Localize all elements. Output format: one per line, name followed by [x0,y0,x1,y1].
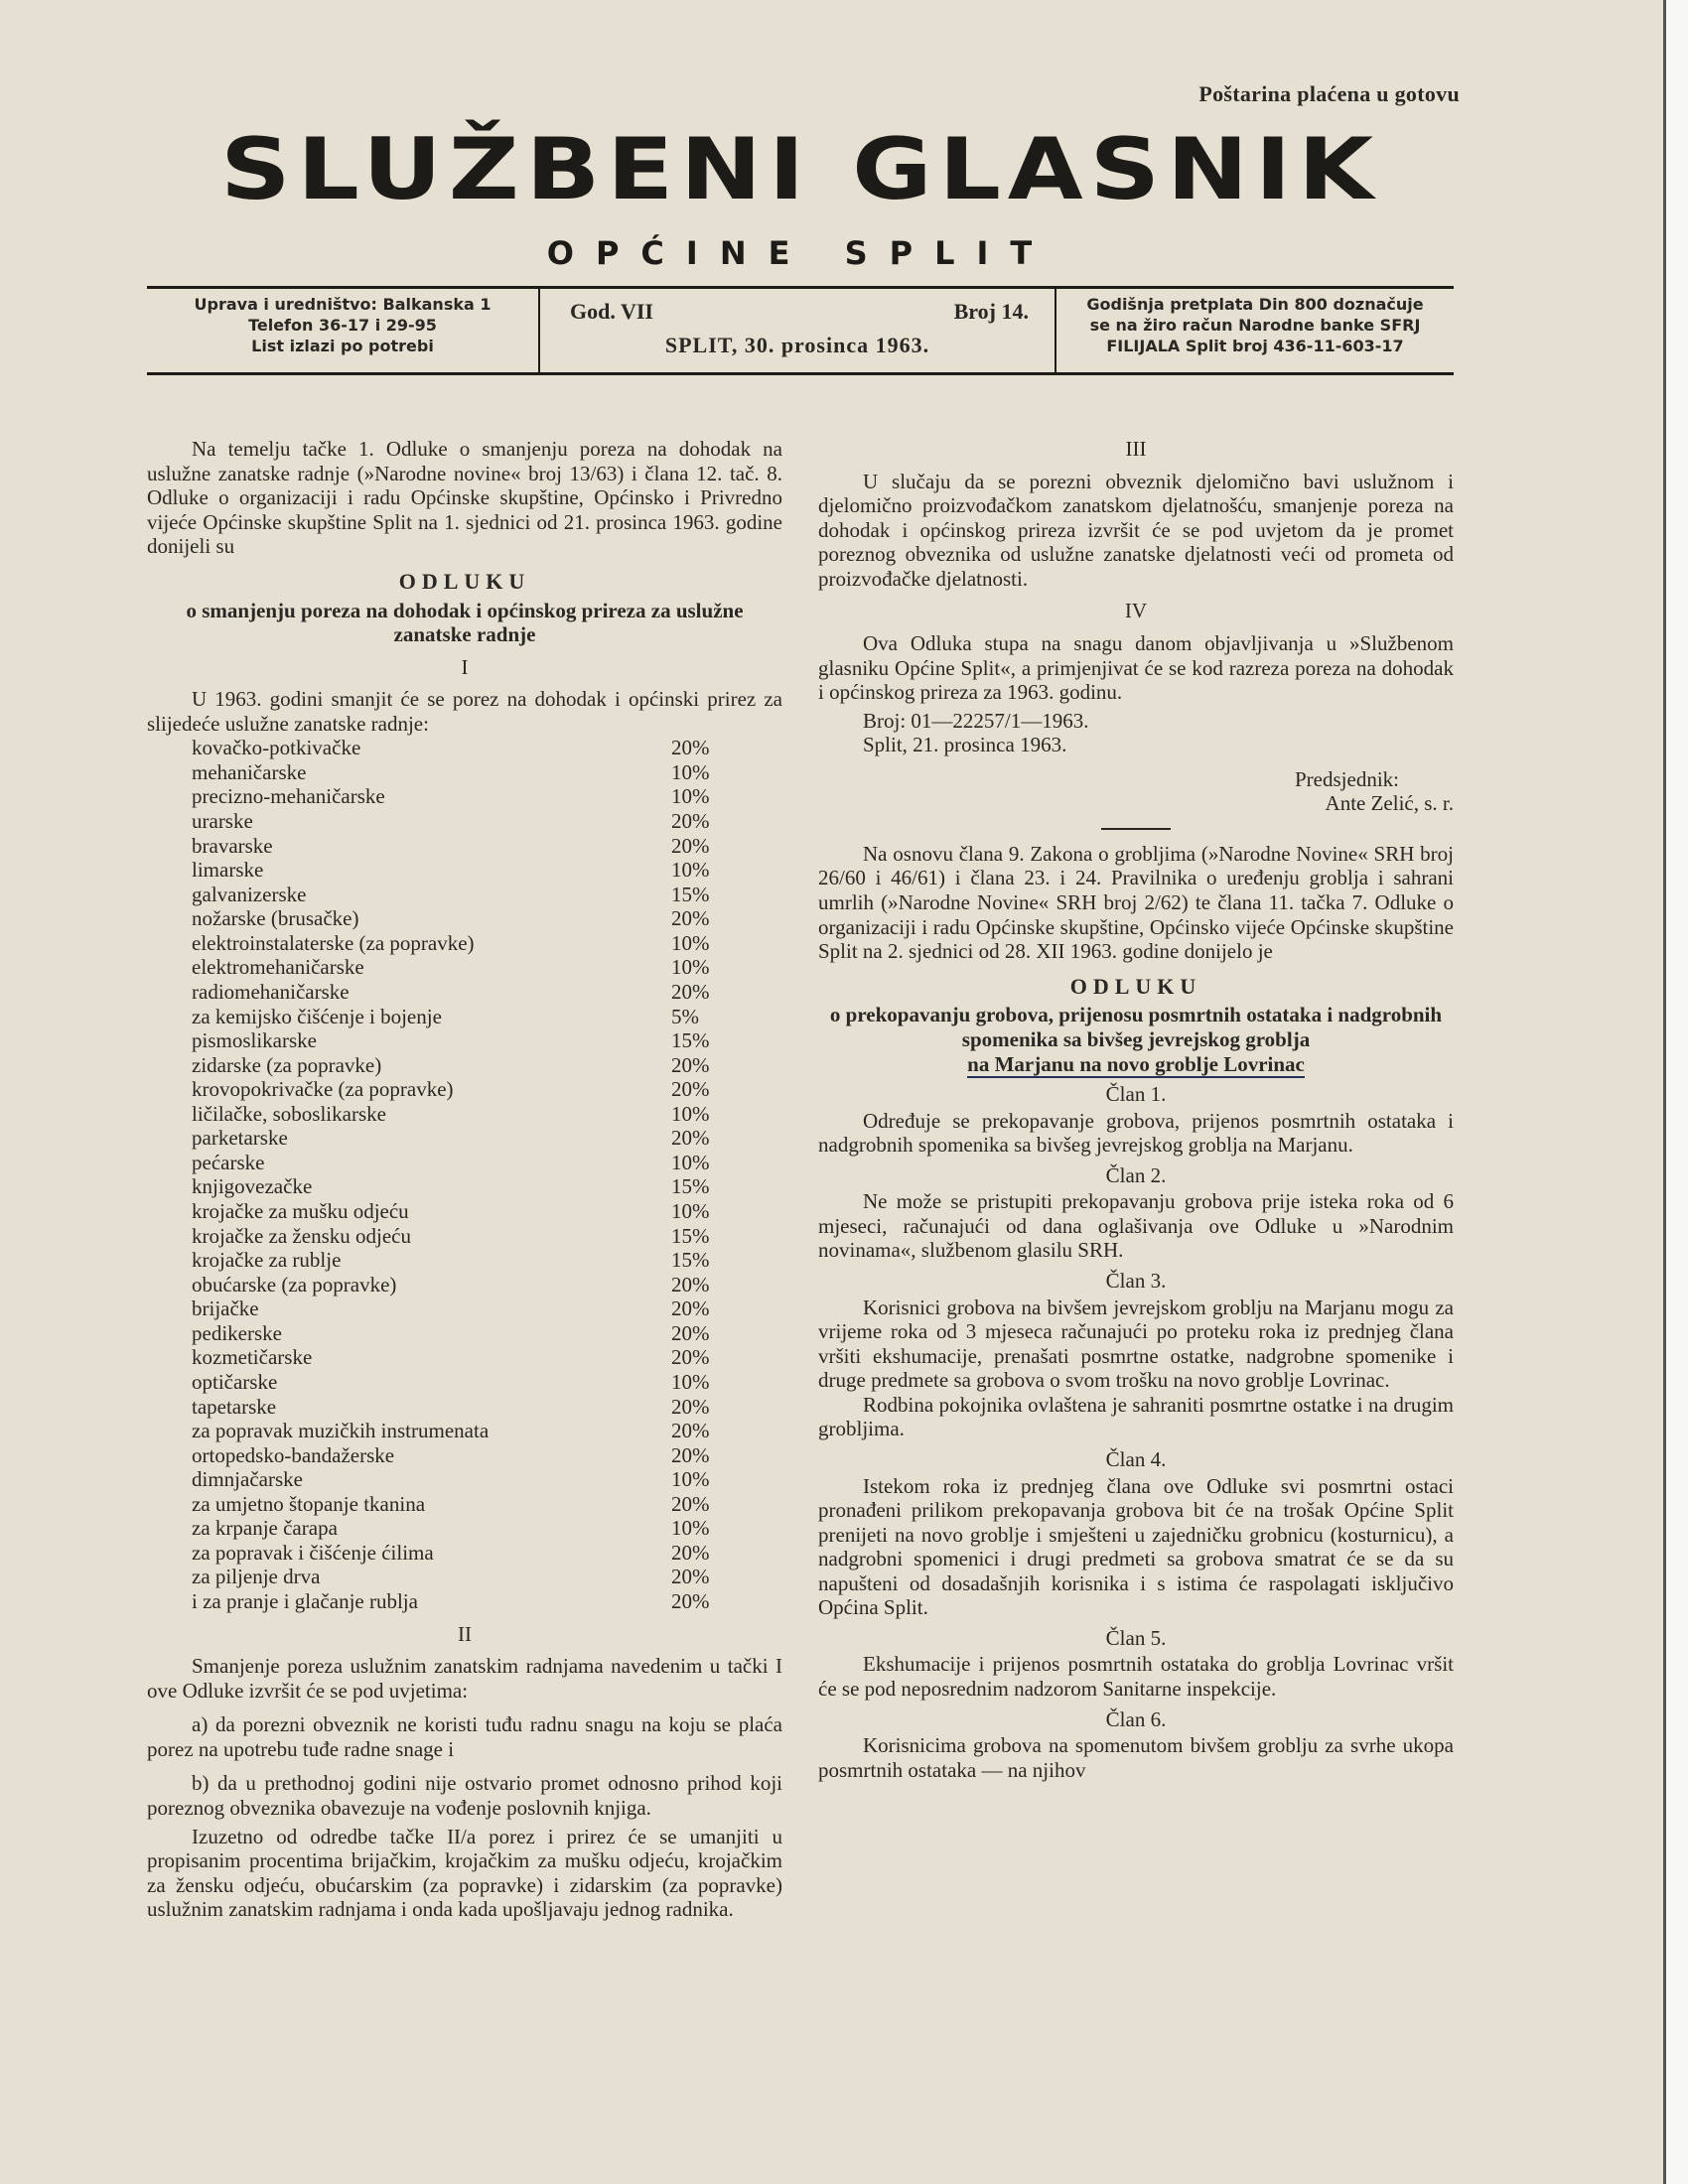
page-edge-line [1663,0,1666,2184]
trade-percentage: 20% [671,1491,710,1516]
trade-name: za umjetno štopanje tkanina [192,1491,426,1516]
trade-row [147,1395,782,1420]
trade-row [147,1126,782,1151]
place-date: Split, 21. prosinca 1963. [863,733,1067,757]
admin-line: Uprava i uredništvo: Balkanska 1 [194,295,492,314]
separator-line [1101,828,1171,830]
trade-percentage: 20% [671,736,710,760]
left-column [147,437,782,1922]
trade-name: za kemijsko čišćenje i bojenje [192,1004,442,1028]
trade-percentage: 20% [671,1077,710,1102]
signer-title-text: Predsjednik: [1295,766,1399,791]
trade-row [147,1419,782,1443]
decision1-title: ODLUKU [398,568,531,594]
trade-percentage: 10% [671,784,710,809]
section-II-intro: Smanjenje poreza uslužnim zanatskim radnjama navedenim u tački I ove Odluke izvršit će se pod uvjetima: [147,1654,782,1703]
trade-row [147,1174,782,1199]
trade-row [147,1297,782,1321]
trade-percentage: 20% [671,1394,710,1419]
trade-percentage: 15% [671,1223,710,1248]
trade-row [147,1005,782,1029]
trade-percentage: 15% [671,1028,710,1053]
admin-line: List izlazi po potrebi [251,336,434,355]
decision2-subtitle-line2 [818,1052,1454,1077]
trade-percentage: 15% [671,882,710,906]
trade-row [147,834,782,859]
trade-percentage: 15% [671,1174,710,1199]
trade-percentage: 20% [671,833,710,858]
exception-paragraph: Izuzetno od odredbe tačke II/a porez i prirez će se umanjiti u propisanim procentima brijačkim, krojačkim za mušku odjeću, krojačkim za žensku odjeću, obućarskim (za popravke) i zidarskim (za popravke) uslužnim zanatskim radnjama i onda kada upošljavaju jednog radnika. [147,1824,782,1922]
trade-percentage: 20% [671,1442,710,1467]
article-2-text: Ne može se pristupiti prekopavanju grobova prije isteka roka od 6 mjeseci, računajući od dana oglašivanja ove Odluke u »Narodnim novinama«, službenom glasilu SRH. [818,1189,1454,1263]
decision2-preamble: Na osnovu člana 9. Zakona o grobljima (»Narodne Novine« SRH broj 26/60 i 46/61) i člana 23. i 24. Pravilnika o uređenju groblja i sahrani umrlih (»Narodne Novine« SRH broj 2/62) te člana 11. tačka 7. Odluke o organizaciji i radu Općinske skupštine, Općinsko vijeće Općinske skupštine Split na 2. sjednici od 28. XII 1963. godine donijelo je [818,841,1454,964]
trade-row [147,1273,782,1297]
trade-row [147,809,782,834]
article-3: Član 3. [1105,1269,1167,1294]
trade-name: elektroinstalaterske (za popravke) [192,930,475,955]
trade-name: brijačke [192,1297,259,1321]
administration-info [147,289,540,372]
trade-percentage: 20% [671,906,710,931]
subscription-line: FILIJALA Split broj 436-11-603-17 [1106,336,1404,355]
trade-name: optičarske [192,1369,278,1394]
trade-row [147,1589,782,1614]
article-3-text: Korisnici grobova na bivšem jevrejskom groblju na Marjanu mogu za vrijeme roka od 3 mjeseca računajući po proteku roka iz prednjeg člana vršiti ekshumacije, prenašati posmrtne ostatke, nadgrobne spomenike i druge predmete sa grobova o svom trošku na novo groblje Lovrinac. [818,1295,1454,1393]
trade-row [147,980,782,1005]
trade-row [147,1443,782,1468]
trade-percentage: 20% [671,1320,710,1345]
signer-name: Ante Zelić, s. r. [1325,791,1454,816]
decision1-preamble: Na temelju tačke 1. Odluke o smanjenju poreza na dohodak na uslužne zanatske radnje (»Narodne novine« broj 13/63) i člana 12. tač. 8. Odluke o organizaciji i radu Općinske skupštine, Općinsko i Privredno vijeće Općinske skupštine Split na 1. sjednici od 21. prosinca 1963. godine donijeli su [147,437,782,559]
trade-percentage: 20% [671,1565,710,1589]
trade-name: ortopedsko-bandažerske [192,1442,395,1467]
section-I: I [461,654,469,679]
trade-name: za popravak i čišćenje ćilima [192,1540,434,1565]
trade-name: pedikerske [192,1320,282,1345]
trade-name: krojačke za žensku odjeću [192,1223,411,1248]
trade-name: i za pranje i glačanje rublja [192,1589,418,1614]
article-1: Član 1. [1105,1082,1167,1107]
trade-percentage: 10% [671,1516,710,1541]
trade-row [147,1028,782,1053]
section-III-text: U slučaju da se porezni obveznik djelomično bavi uslužnom i djelomično proizvođačkom zanatskom djelatnošću, smanjenje poreza na dohodak i općinskog prireza izvršit će se pod uvjetom da je promet poreznog obveznika od uslužne zanatske djelatnosti veći od prometa od proizvođačke djelatnosti. [818,469,1454,591]
trade-row [147,1053,782,1078]
section-II: II [458,1621,472,1646]
reference-number: Broj: 01—22257/1—1963. [863,708,1089,733]
trade-row [147,1102,782,1127]
trade-percentage: 20% [671,1345,710,1370]
trade-row [147,931,782,956]
trade-name: kovačko-potkivačke [192,736,361,760]
trade-row [147,1224,782,1249]
trade-name: elektromehaničarske [192,955,364,980]
trade-row [147,1565,782,1589]
article-5: Član 5. [1105,1625,1167,1650]
issue-date: SPLIT, 30. prosinca 1963. [664,333,930,357]
trade-row [147,1199,782,1224]
trade-row [147,1467,782,1492]
decision2-subtitle: o prekopavanju grobova, prijenosu posmrtnih ostataka i nadgrobnih spomenika sa bivšeg jevrejskog groblja [829,1003,1443,1051]
trade-name: pećarske [192,1150,265,1174]
trade-row [147,760,782,785]
article-1-text: Određuje se prekopavanje grobova, prijenos posmrtnih ostataka i nadgrobnih spomenika sa bivšeg jevrejskog groblja na Marjanu. [818,1108,1454,1158]
subscription-info [1056,289,1454,372]
trade-percentage: 10% [671,858,710,883]
article-3-text2: Rodbina pokojnika ovlaštena je sahraniti posmrtne ostatke i na drugim grobljima. [818,1392,1454,1441]
article-5-text: Ekshumacije i prijenos posmrtnih ostataka do groblja Lovrinac vršit će se pod neposrednim nadzorom Sanitarne inspekcije. [818,1652,1454,1702]
trade-name: zidarske (za popravke) [192,1052,382,1077]
trade-percentage: 10% [671,1369,710,1394]
trade-name: galvanizerske [192,882,307,906]
trade-row [147,1492,782,1517]
trade-percentage: 20% [671,1540,710,1565]
trade-percentage: 5% [671,1004,699,1028]
trade-name: krojačke za rublje [192,1248,342,1273]
trade-row [147,1370,782,1395]
section-IV-text: Ova Odluka stupa na snagu danom objavljivanja u »Službenom glasniku Općine Split«, a primjenjivat će se kod razreza poreza na dohodak i općinskog prireza za 1963. godinu. [818,630,1454,705]
decision1-subtitle: o smanjenju poreza na dohodak i općinskog prireza za uslužne zanatske radnje [186,598,744,647]
trade-name: pismoslikarske [192,1028,317,1053]
trade-name: precizno-mehaničarske [192,784,385,809]
trade-name: za popravak muzičkih instrumenata [192,1419,490,1443]
article-6: Član 6. [1105,1706,1167,1731]
trade-percentage: 10% [671,759,710,784]
section-IV: IV [1124,599,1148,623]
condition-b: b) da u prethodnoj godini nije ostvario promet odnosno prihod koji poreznog obveznika obavezuje na vođenje poslovnih knjiga. [147,1771,782,1820]
trade-name: mehaničarske [192,759,307,784]
trade-percentage: 20% [671,809,710,834]
issue-year: God. VII [570,299,653,324]
trade-percentage: 20% [671,1419,710,1443]
trade-name: tapetarske [192,1394,277,1419]
trade-name: ličilačke, soboslikarske [192,1101,386,1126]
admin-line: Telefon 36-17 i 29-95 [248,315,437,335]
trade-percentage: 10% [671,955,710,980]
article-4-text: Istekom roka iz prednjeg člana ove Odluke svi posmrtni ostaci pronađeni prilikom prekopavanja grobova bit će na trošak Općine Split prenijeti na novo groblje i smješteni u zajedničku grobnicu (kosturnicu), a nadgrobni spomenici i drugi predmeti sa grobova smatrat će se da su napušteni od dosadašnjih korisnika i s istima će raspolagati isključivo Općina Split. [818,1473,1454,1620]
issue-details [540,289,1056,372]
trade-name: bravarske [192,833,273,858]
trade-row [147,1077,782,1102]
trade-percentage: 10% [671,1150,710,1174]
trade-row [147,1516,782,1541]
trade-name: krovopokrivačke (za popravke) [192,1077,454,1102]
trade-row [147,883,782,907]
trade-percentage: 20% [671,1589,710,1614]
trade-name: radiomehaničarske [192,979,350,1004]
trade-percentage: 15% [671,1248,710,1273]
subscription-line: se na žiro račun Narodne banke SFRJ [1089,315,1421,335]
trade-row [147,906,782,931]
signer-title [818,767,1454,792]
trade-name: parketarske [192,1126,288,1151]
trade-percentage: 10% [671,1467,710,1492]
page-margin [1666,0,1688,2184]
trade-name: knjigovezačke [192,1174,313,1199]
article-4: Član 4. [1105,1446,1167,1471]
issue-info-box [147,286,1454,375]
issue-number: Broj 14. [953,299,1029,324]
condition-a: a) da porezni obveznik ne koristi tuđu radnu snagu na koju se plaća porez na upotrebu tuđe radne snage i [147,1712,782,1761]
article-6-text: Korisnicima grobova na spomenutom bivšem groblju za svrhe ukopa posmrtnih ostataka — na njihov [818,1733,1454,1782]
trade-percentage: 10% [671,930,710,955]
section-I-intro: U 1963. godini smanjit će se porez na dohodak i općinski prirez za slijedeće uslužne zanatske radnje: [147,687,782,736]
trade-percentage: 10% [671,1199,710,1224]
trade-row [147,1248,782,1273]
masthead-subtitle: OPĆINE SPLIT [546,234,1055,272]
trade-name: nožarske (brusačke) [192,906,359,931]
trade-name: dimnjačarske [192,1467,303,1492]
subscription-line: Godišnja pretplata Din 800 doznačuje [1086,295,1424,314]
trade-name: za piljenje drva [192,1565,321,1589]
trade-name: kozmetičarske [192,1345,313,1370]
trade-percentage: 20% [671,1272,710,1297]
trade-row [147,858,782,883]
trade-list [147,736,782,1613]
trade-row [147,1345,782,1370]
trade-row [147,1151,782,1175]
trade-name: krojačke za mušku odjeću [192,1199,409,1224]
trade-percentage: 20% [671,979,710,1004]
trade-row [147,784,782,809]
trade-name: za krpanje čarapa [192,1516,338,1541]
trade-name: limarske [192,858,264,883]
masthead-title: SLUŽBENI GLASNIK [219,120,1381,219]
right-column [818,437,1454,1782]
trade-row [147,1541,782,1566]
decision2-subtitle-underlined: na Marjanu na novo groblje Lovrinac [967,1051,1305,1076]
trade-row [147,736,782,760]
decision2-title: ODLUKU [1069,973,1202,999]
trade-percentage: 20% [671,1052,710,1077]
article-2: Član 2. [1105,1162,1167,1187]
trade-name: obućarske (za popravke) [192,1272,397,1297]
trade-percentage: 20% [671,1297,710,1321]
trade-row [147,1321,782,1346]
trade-percentage: 10% [671,1101,710,1126]
trade-percentage: 20% [671,1126,710,1151]
section-III: III [1125,437,1147,461]
postage-note: Poštarina plaćena u gotovu [1198,81,1460,106]
trade-row [147,955,782,980]
trade-name: urarske [192,809,253,834]
